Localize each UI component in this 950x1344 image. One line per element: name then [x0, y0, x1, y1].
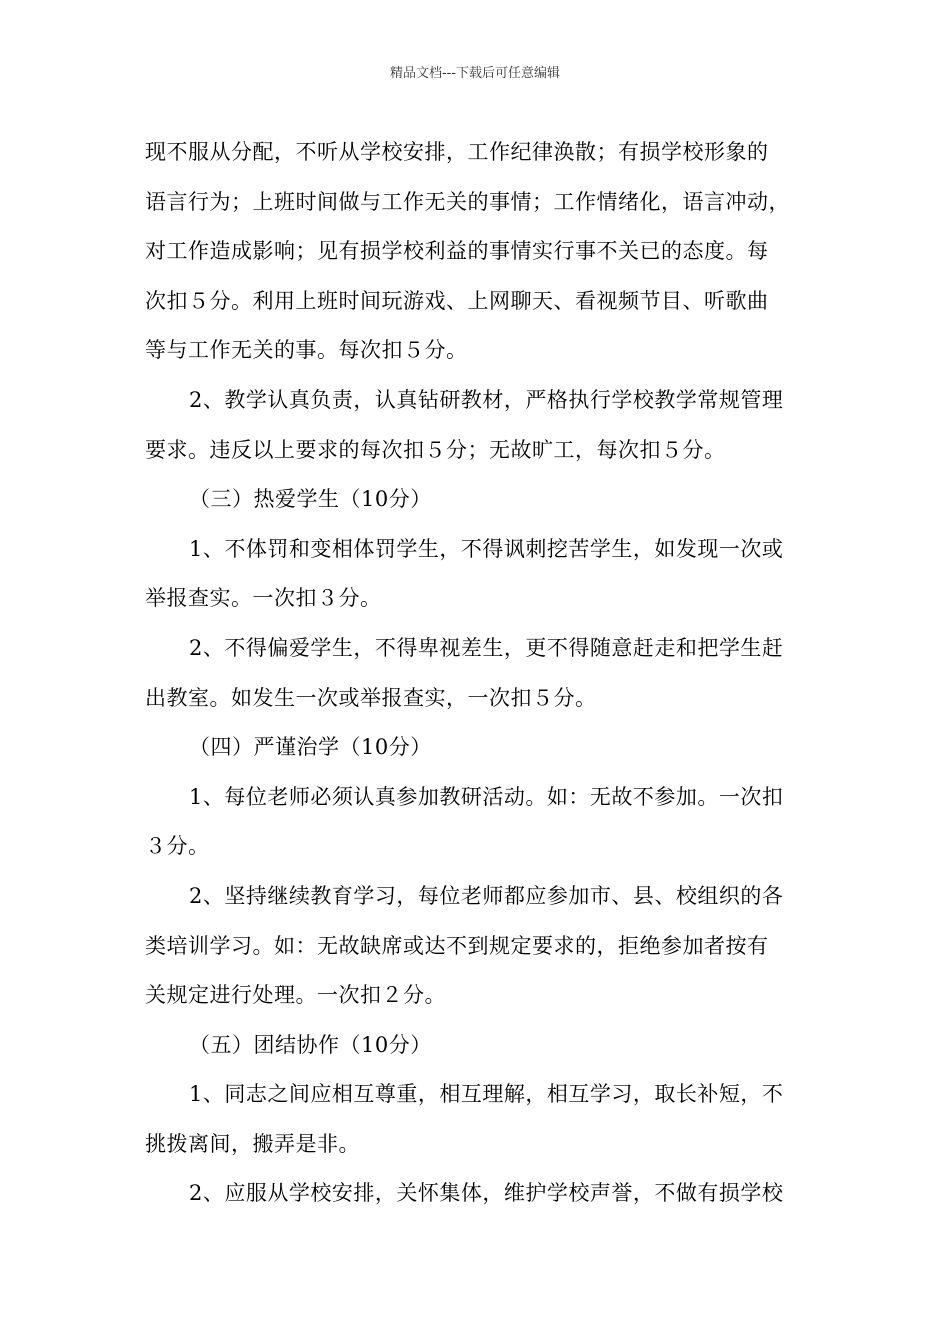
- text-line: 举报查实。一次扣３分。: [145, 586, 382, 611]
- text-line: ３分。: [145, 834, 210, 859]
- text-line: 等与工作无关的事。每次扣５分。: [145, 338, 468, 363]
- text-line: 类培训学习。如：无故缺席或达不到规定要求的，拒绝参加者按有: [145, 933, 769, 958]
- text-line: 出教室。如发生一次或举报查实，一次扣５分。: [145, 685, 597, 710]
- text-line: 挑拨离间，搬弄是非。: [145, 1131, 360, 1156]
- section-heading: （三）热爱学生（10分）: [189, 487, 432, 512]
- text-line: 1、每位老师必须认真参加教研活动。如：无故不参加。一次扣: [189, 784, 784, 809]
- section-heading: （五）团结协作（10分）: [189, 1032, 432, 1057]
- text-line: 关规定进行处理。一次扣２分。: [145, 983, 446, 1008]
- text-line: 2、教学认真负责，认真钻研教材，严格执行学校教学常规管理: [189, 387, 784, 412]
- document-body: [145, 132, 810, 1223]
- text-line: 1、同志之间应相互尊重，相互理解，相互学习，取长补短，不: [189, 1082, 784, 1107]
- text-line: 语言行为；上班时间做与工作无关的事情；工作情绪化，语言冲动，: [145, 189, 790, 214]
- text-line: 2、不得偏爱学生，不得卑视差生，更不得随意赶走和把学生赶: [189, 635, 784, 660]
- section-heading: （四）严谨治学（10分）: [189, 735, 432, 760]
- text-line: 对工作造成影响；见有损学校利益的事情实行事不关已的态度。每: [145, 239, 769, 264]
- text-line: 现不服从分配，不听从学校安排，工作纪律涣散；有损学校形象的: [145, 140, 769, 164]
- text-line: 次扣５分。利用上班时间玩游戏、上网聊天、看视频节目、听歌曲: [145, 288, 769, 313]
- text-line: 1、不体罚和变相体罚学生，不得讽刺挖苦学生，如发现一次或: [189, 536, 784, 561]
- text-line: 2、应服从学校安排，关怀集体，维护学校声誉，不做有损学校: [189, 1181, 784, 1206]
- text-line: 要求。违反以上要求的每次扣５分；无故旷工，每次扣５分。: [145, 437, 726, 462]
- page-header: 精品文档---下载后可任意编辑: [389, 66, 561, 81]
- text-line: 2、坚持继续教育学习，每位老师都应参加市、县、校组织的各: [189, 883, 784, 908]
